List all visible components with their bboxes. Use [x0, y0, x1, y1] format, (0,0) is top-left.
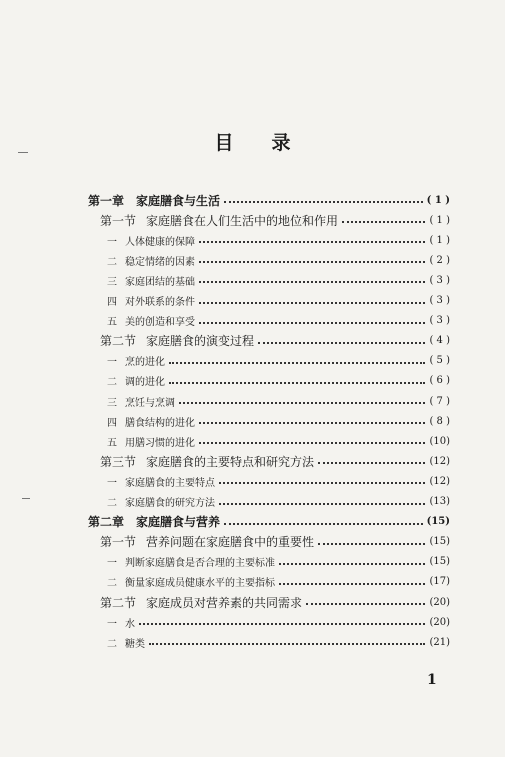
toc-entry-number: 二 [107, 498, 117, 509]
toc-entry-page: (20) [429, 596, 450, 608]
toc-entry-number: 二 [107, 377, 117, 389]
toc-entry-label: 用膳习惯的进化 [125, 437, 195, 449]
toc-entry [100, 532, 450, 552]
toc-entry-number: 第二节 [100, 334, 137, 349]
dot-leader [199, 241, 425, 243]
dot-leader [219, 482, 425, 484]
toc-entry-label: 营养问题在家庭膳食中的重要性 [146, 535, 315, 550]
toc-entry-page: (10) [429, 435, 450, 447]
toc-entry-label: 对外联系的条件 [125, 297, 195, 308]
scan-mark [22, 498, 30, 499]
toc-entry-number: 第一章 [88, 193, 125, 208]
toc-entry-number: 一 [107, 477, 117, 489]
toc-entry [107, 492, 450, 512]
toc-entry-number: 四 [107, 417, 117, 429]
toc-entry [107, 250, 450, 270]
toc-entry-number: 一 [107, 357, 117, 369]
dot-leader [169, 382, 425, 384]
toc-entry-label: 烹的进化 [125, 357, 165, 369]
dot-leader [199, 261, 425, 263]
dot-leader [199, 302, 425, 304]
dot-leader [219, 503, 425, 505]
dot-leader [199, 281, 425, 283]
toc-entry [100, 210, 450, 230]
toc-entry-page: ( 7 ) [429, 395, 450, 407]
dot-leader [306, 603, 425, 605]
toc-entry-page: ( 1 ) [426, 194, 450, 206]
dot-leader [318, 543, 425, 545]
toc-entry [107, 351, 450, 371]
page-number: 1 [427, 672, 437, 688]
toc-entry [107, 270, 450, 290]
toc-entry [107, 431, 450, 451]
toc-entry-label: 家庭膳食的研究方法 [125, 498, 215, 509]
toc-entry-label: 家庭膳食与营养 [136, 515, 221, 530]
toc-entry-number: 四 [107, 297, 117, 308]
toc-entry-label: 家庭膳食的演变过程 [146, 334, 255, 349]
toc-entry-label: 家庭团结的基础 [125, 276, 195, 288]
toc-entry-label: 水 [125, 618, 135, 630]
title-char-1: 目 [214, 132, 234, 154]
toc-entry [100, 451, 450, 471]
toc-entry-number: 一 [107, 236, 117, 248]
dot-leader [199, 422, 425, 424]
toc-entry-number: 三 [107, 397, 117, 409]
toc-entry [100, 592, 450, 612]
toc-entry-number: 第一节 [100, 535, 137, 550]
dot-leader [179, 402, 425, 404]
toc-entry-number: 三 [107, 276, 117, 288]
dot-leader [258, 342, 425, 344]
toc-entry-page: (20) [429, 616, 450, 628]
toc-entry-label: 糖类 [125, 638, 145, 650]
toc-entry-label: 家庭膳食在人们生活中的地位和作用 [146, 213, 339, 228]
toc-entry-page: ( 1 ) [429, 214, 450, 226]
toc-entry-number: 第三节 [100, 454, 137, 469]
toc-entry [107, 411, 450, 431]
toc-entry-number: 第一节 [100, 213, 137, 228]
toc-entry-page: ( 1 ) [429, 234, 450, 246]
toc-entry-page: ( 2 ) [429, 254, 450, 266]
toc-entry [107, 230, 450, 250]
toc-entry-label: 衡量家庭成员健康水平的主要指标 [125, 578, 275, 590]
toc-entry [107, 391, 450, 411]
toc-entry-label: 烹饪与烹调 [125, 397, 175, 409]
dot-leader [199, 442, 425, 444]
dot-leader [149, 643, 425, 645]
toc-entry-page: (15) [429, 536, 450, 548]
toc-entry-label: 家庭膳食与生活 [136, 193, 221, 208]
toc-entry-number: 二 [107, 578, 117, 590]
dot-leader [199, 322, 425, 324]
dot-leader [224, 523, 423, 525]
toc-entry-page: (12) [429, 475, 450, 487]
page-title [0, 128, 505, 155]
toc-entry-number: 五 [107, 437, 117, 449]
toc-entry [107, 552, 450, 572]
toc-entry-page: (21) [429, 636, 450, 648]
dot-leader [279, 583, 425, 585]
toc-entry-page: (12) [429, 455, 450, 467]
toc-entry [107, 291, 450, 311]
toc-entry [107, 371, 450, 391]
toc-entry-page: ( 6 ) [429, 375, 450, 387]
toc-entry-page: ( 5 ) [429, 355, 450, 367]
toc-entry [107, 632, 450, 652]
toc-entry-label: 稳定情绪的因素 [125, 256, 195, 268]
toc-entry [100, 331, 450, 351]
toc-entry-page: (17) [429, 576, 450, 588]
toc-entry-page: (15) [429, 556, 450, 568]
toc-entry [107, 311, 450, 331]
toc-entry-page: ( 3 ) [429, 295, 450, 306]
toc-entry-page: (15) [426, 516, 450, 528]
toc-entry [88, 190, 450, 210]
toc-entry-label: 家庭膳食的主要特点 [125, 477, 215, 489]
toc-entry-number: 五 [107, 317, 117, 329]
toc-entry [88, 512, 450, 532]
title-char-2: 录 [271, 132, 291, 154]
toc-entry-label: 家庭成员对营养素的共同需求 [146, 595, 303, 610]
toc-entry-label: 美的创造和享受 [125, 317, 195, 329]
dot-leader [318, 462, 425, 464]
toc-entry-label: 家庭膳食的主要特点和研究方法 [146, 454, 315, 469]
toc-entry-number: 二 [107, 638, 117, 650]
toc-entry-number: 二 [107, 256, 117, 268]
toc-entry-page: ( 4 ) [429, 335, 450, 347]
toc-entry-page: (13) [429, 496, 450, 507]
dot-leader [342, 221, 425, 223]
toc-entry-page: ( 3 ) [429, 274, 450, 286]
toc-entry-number: 第二章 [88, 515, 125, 530]
toc-entry-number: 一 [107, 618, 117, 630]
toc-entry-number: 一 [107, 558, 117, 570]
dot-leader [169, 362, 425, 364]
toc-entry-label: 人体健康的保障 [125, 236, 195, 248]
toc-entry-page: ( 3 ) [429, 315, 450, 327]
toc-entry [107, 572, 450, 592]
toc-entry [107, 612, 450, 632]
toc-entry-number: 第二节 [100, 595, 137, 610]
dot-leader [279, 563, 425, 565]
scan-mark [18, 152, 28, 153]
dot-leader [224, 201, 423, 203]
dot-leader [139, 623, 425, 625]
toc-entry-page: ( 8 ) [429, 415, 450, 427]
toc-entry-label: 调的进化 [125, 377, 165, 389]
toc-entry [107, 471, 450, 491]
toc-entry-label: 判断家庭膳食是否合理的主要标准 [125, 558, 275, 570]
toc-entry-label: 膳食结构的进化 [125, 417, 195, 429]
